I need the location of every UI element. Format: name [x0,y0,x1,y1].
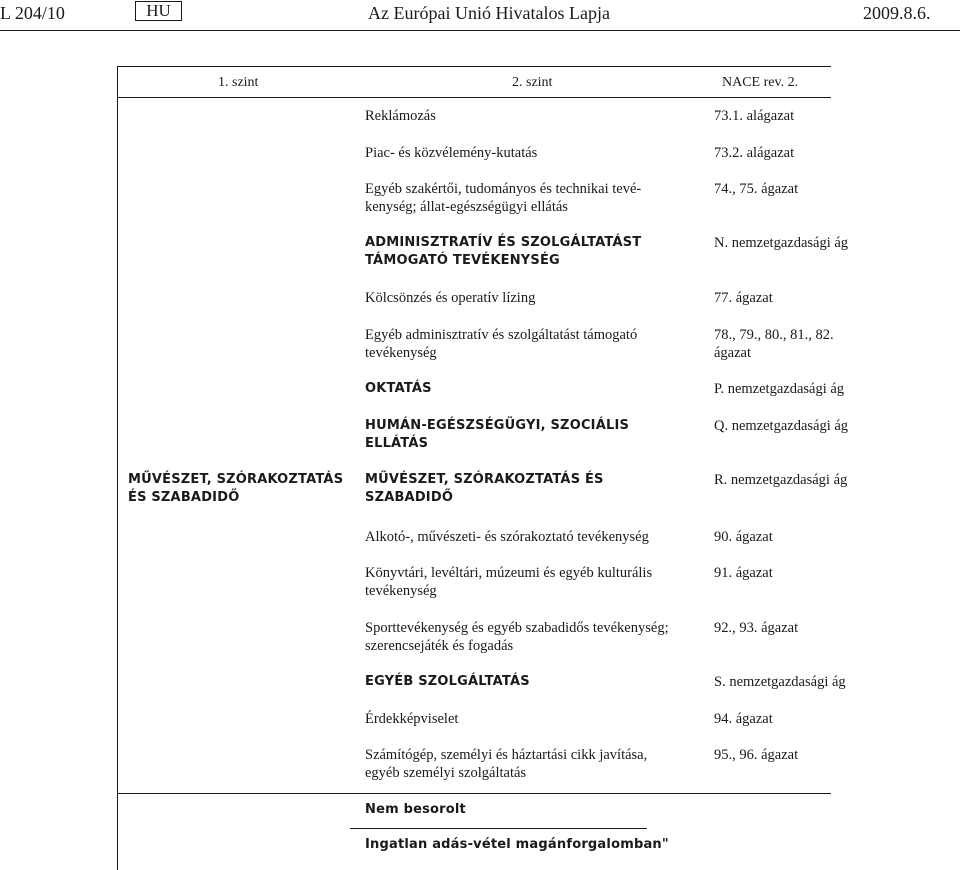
level2-label: tevékenység [365,345,437,361]
nace-code: 77. ágazat [714,290,773,306]
nace-code: 73.1. alágazat [714,108,795,124]
nace-code: 90. ágazat [714,529,773,545]
level2-label: Érdekképviselet [365,711,459,727]
column-header-rule [117,97,831,98]
level2-label: TÁMOGATÓ TEVÉKENYSÉG [365,253,560,268]
level2-label: Alkotó-, művészeti- és szórakoztató tevékenység [365,529,649,545]
level2-label: Sporttevékenység és egyéb szabadidős tevékenység; [365,620,669,636]
column-header-level2: 2. szint [512,75,553,90]
table-section-rule [117,793,831,794]
nace-code: S. nemzetgazdasági ág [714,674,846,690]
level2-label: OKTATÁS [365,381,432,396]
level2-label: Számítógép, személyi és háztartási cikk javítása, [365,747,648,763]
nace-code: Q. nemzetgazdasági ág [714,418,849,434]
level2-label: SZABADIDŐ [365,490,454,505]
level2-label: HUMÁN-EGÉSZSÉGÜGYI, SZOCIÁLIS [365,418,630,433]
nace-code: 91. ágazat [714,565,773,581]
nace-code: 92., 93. ágazat [714,620,799,636]
publication-date: 2009.8.6. [863,3,931,23]
nace-code: ágazat [714,345,752,361]
language-badge: HU [135,1,182,21]
level1-label-line1: MŰVÉSZET, SZÓRAKOZTATÁS [128,472,344,487]
nace-code: 94. ágazat [714,711,773,727]
level2-label: Egyéb szakértői, tudományos és technikai tevé- [365,181,642,197]
level2-label: Piac- és közvélemény-kutatás [365,145,538,161]
nace-code: P. nemzetgazdasági ág [714,381,845,397]
table-left-rule [117,66,118,870]
level1-label-line2: ÉS SZABADIDŐ [128,490,240,505]
table-row-rule [350,828,647,829]
nace-code: 95., 96. ágazat [714,747,799,763]
nace-code: N. nemzetgazdasági ág [714,235,849,251]
table-top-rule [117,66,831,67]
header-rule [0,30,960,31]
real-estate-row: Ingatlan adás-vétel magánforgalomban" [365,837,669,852]
journal-title: Az Európai Unió Hivatalos Lapja [368,3,610,23]
level2-label: MŰVÉSZET, SZÓRAKOZTATÁS ÉS [365,472,604,487]
level2-label: EGYÉB SZOLGÁLTATÁS [365,674,530,689]
page-reference: L 204/10 [0,3,65,23]
level2-label: egyéb személyi szolgáltatás [365,765,527,781]
level2-label: Reklámozás [365,108,436,124]
nace-code: R. nemzetgazdasági ág [714,472,848,488]
level2-label: Kölcsönzés és operatív lízing [365,290,536,306]
nace-code: 78., 79., 80., 81., 82. [714,327,834,343]
level2-label: Könyvtári, levéltári, múzeumi és egyéb kulturális [365,565,653,581]
nace-code: 73.2. alágazat [714,145,795,161]
level2-label: ELLÁTÁS [365,436,429,451]
level2-label: tevékenység [365,583,437,599]
nace-code: 74., 75. ágazat [714,181,799,197]
level2-label: Egyéb adminisztratív és szolgáltatást támogató [365,327,638,343]
level2-label: szerencsejáték és fogadás [365,638,514,654]
column-header-nace: NACE rev. 2. [722,75,799,90]
unclassified-row: Nem besorolt [365,802,466,817]
level2-label: ADMINISZTRATÍV ÉS SZOLGÁLTATÁST [365,235,642,250]
column-header-level1: 1. szint [218,75,259,90]
level2-label: kenység; állat-egészségügyi ellátás [365,199,568,215]
